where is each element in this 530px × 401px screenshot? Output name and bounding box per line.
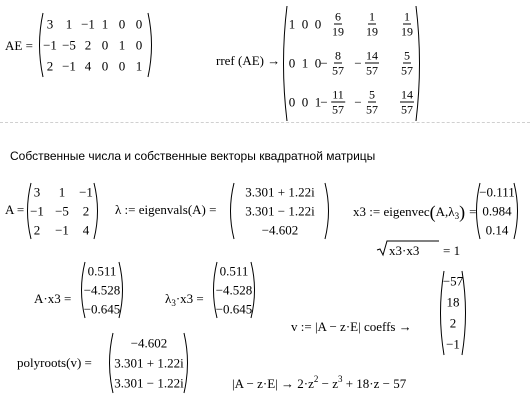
fraction: [366, 11, 378, 38]
matrix-cell: 0: [301, 16, 309, 32]
matrix-cell: 0: [301, 94, 309, 110]
matrix-cell: 0.984: [482, 203, 512, 219]
coeffs-label[interactable]: v := |A − z·E| coeffs →: [291, 319, 412, 334]
charpoly-exp1: 2: [313, 374, 319, 384]
matrix-cell: 0: [288, 55, 296, 71]
matrix-cell: 0.511: [87, 263, 117, 279]
matrix-cell: −1: [79, 184, 93, 200]
matrix-cell: 3: [46, 16, 54, 32]
fraction-denominator: 57: [366, 102, 378, 117]
matrix-cell: 1: [101, 16, 109, 32]
fraction-denominator: 19: [366, 24, 378, 39]
eigenvec-label[interactable]: [353, 203, 476, 221]
matrix-cell: 3.301 + 1.22i: [245, 184, 315, 200]
ax3-label[interactable]: A·x3 =: [34, 291, 72, 306]
ae-label: AE =: [5, 38, 33, 53]
lambda3-subscript: 3: [171, 298, 176, 308]
matrix-cell: −4.602: [130, 335, 168, 351]
matrix-cell: 2: [33, 222, 41, 238]
matrix-cell: 2: [449, 315, 457, 331]
lambda3-rest: ·x3 =: [175, 291, 204, 306]
charpoly-lhs: |A − z·E| → 2·z: [232, 376, 314, 391]
fraction: [332, 11, 344, 38]
matrix-cell: −1: [81, 16, 95, 32]
eigenvec-arg-lambda: λ: [448, 204, 455, 219]
fraction-denominator: 57: [401, 63, 413, 78]
eigenvector-x3[interactable]: [473, 183, 521, 239]
section-heading: Собственные числа и собственные векторы квадратной матрицы: [10, 149, 376, 163]
matrix-cell: 1: [301, 55, 309, 71]
matrix-cell: 0: [101, 58, 109, 74]
fraction-numerator: 1: [404, 9, 410, 24]
eigenvec-close-paren: ): [459, 202, 466, 222]
matrix-cell: 0: [118, 58, 126, 74]
matrix-cell: 1: [58, 184, 66, 200]
matrix-cell: 3.301 − 1.22i: [114, 375, 184, 391]
charpoly-expression[interactable]: [232, 374, 407, 391]
fraction-denominator: 19: [332, 24, 344, 39]
matrix-cell: −57: [442, 273, 464, 289]
matrix-cell: 3.301 + 1.22i: [114, 355, 184, 371]
eigenvec-open-paren: (: [429, 202, 436, 222]
rref-label: rref (AE) →: [216, 53, 281, 68]
rref-matrix[interactable]: [280, 6, 423, 121]
matrix-bracket-right: [415, 6, 423, 121]
matrix-cell: −4.528: [83, 282, 121, 298]
matrix-cell: 2: [46, 58, 54, 74]
fraction: [366, 89, 378, 116]
matrix-cell: 1: [118, 37, 126, 53]
polyroots-label[interactable]: polyroots(v) =: [17, 355, 92, 370]
matrix-cell: 0: [135, 16, 143, 32]
eigenvec-arg-sub: 3: [454, 211, 460, 221]
matrix-cell: 1: [288, 16, 296, 32]
matrix-cell: 0: [314, 16, 322, 32]
fraction: [400, 89, 414, 116]
norm-radicand: x3·x3: [389, 243, 420, 258]
matrix-cell: −0.111: [479, 184, 515, 200]
matrix-bracket-left: [280, 6, 288, 121]
matrix-cell: 0: [118, 16, 126, 32]
matrix-cell: −1: [55, 222, 69, 238]
matrix-cell: −0.645: [215, 301, 253, 317]
matrix-bracket-right: [147, 13, 155, 77]
matrix-cell: 0: [314, 55, 322, 71]
matrix-bracket-left: [106, 333, 114, 393]
matrix-cell: −1: [62, 58, 76, 74]
matrix-cell: −5: [62, 37, 76, 53]
ax3-vector[interactable]: [78, 262, 126, 318]
matrix-cell: 3.301 − 1.22i: [245, 203, 315, 219]
matrix-cell: 4: [82, 222, 90, 238]
fraction-denominator: 57: [332, 102, 344, 117]
fraction-sign: −: [354, 55, 362, 71]
matrix-cell: 2: [84, 37, 92, 53]
matrix-cell: −1: [446, 336, 460, 352]
norm-result: = 1: [443, 243, 461, 258]
charpoly-tail: + 18·z − 57: [342, 376, 407, 391]
matrix-cell: 0.511: [219, 263, 249, 279]
a-matrix[interactable]: [24, 183, 101, 239]
fraction-numerator: 11: [332, 87, 344, 102]
fraction-denominator: 57: [332, 63, 344, 78]
matrix-cell: 0: [288, 94, 296, 110]
a-label: A =: [5, 202, 25, 217]
matrix-cell: 0: [135, 37, 143, 53]
matrix-cell: −5: [55, 203, 69, 219]
fraction-numerator: 6: [335, 9, 341, 24]
matrix-cell: 1: [65, 16, 73, 32]
fraction: [365, 50, 379, 77]
matrix-bracket-right: [93, 183, 101, 239]
matrix-cell: 1: [135, 58, 143, 74]
fraction-denominator: 57: [401, 102, 413, 117]
lambda3-symbol: λ: [165, 291, 172, 306]
matrix-cell: −1: [43, 37, 57, 53]
polyroots-vector[interactable]: [106, 333, 191, 393]
fraction-numerator: 14: [401, 87, 413, 102]
lambda3x3-label[interactable]: [165, 291, 204, 308]
ae-matrix[interactable]: [36, 13, 155, 77]
matrix-cell: 0.14: [485, 222, 509, 238]
eigenvec-prefix: x3 := eigenvec: [353, 204, 430, 219]
fraction-numerator: 14: [366, 48, 378, 63]
matrix-cell: −0.645: [83, 301, 121, 317]
fraction-numerator: 8: [335, 48, 341, 63]
matrix-bracket-right: [183, 333, 191, 393]
fraction: [401, 11, 413, 38]
fraction-numerator: 5: [369, 87, 375, 102]
lambda3x3-vector[interactable]: [210, 262, 258, 318]
fraction: [332, 50, 344, 77]
matrix-cell: 3: [33, 184, 41, 200]
charpoly-exp2: 3: [337, 374, 343, 384]
matrix-cell: 2: [82, 203, 90, 219]
fraction-sign: −: [320, 94, 328, 110]
eigenvec-arg-a: A,: [435, 204, 449, 219]
fraction-numerator: 1: [369, 9, 375, 24]
matrix-cell: 18: [446, 294, 460, 310]
matrix-cell: 4: [84, 58, 92, 74]
matrix-bracket-left: [227, 183, 235, 239]
fraction-denominator: 19: [401, 24, 413, 39]
region-separator: [0, 122, 530, 123]
fraction: [401, 50, 413, 77]
matrix-cell: −4.602: [261, 222, 299, 238]
eigenvals-label[interactable]: λ := eigenvals(A) =: [115, 202, 217, 217]
matrix-bracket-right: [324, 183, 332, 239]
eigenvalues-vector[interactable]: [227, 183, 332, 239]
charpoly-mid: − z: [318, 376, 338, 391]
fraction-numerator: 5: [404, 48, 410, 63]
fraction-denominator: 57: [366, 63, 378, 78]
matrix-cell: 1: [314, 94, 322, 110]
eigenvec-equals: =: [469, 204, 477, 219]
matrix-cell: −4.528: [215, 282, 253, 298]
coeffs-vector[interactable]: [437, 271, 469, 355]
matrix-cell: −1: [30, 203, 44, 219]
matrix-cell: 0: [101, 37, 109, 53]
fraction: [331, 89, 345, 116]
fraction-sign: −: [354, 94, 362, 110]
fraction-sign: −: [320, 55, 328, 71]
